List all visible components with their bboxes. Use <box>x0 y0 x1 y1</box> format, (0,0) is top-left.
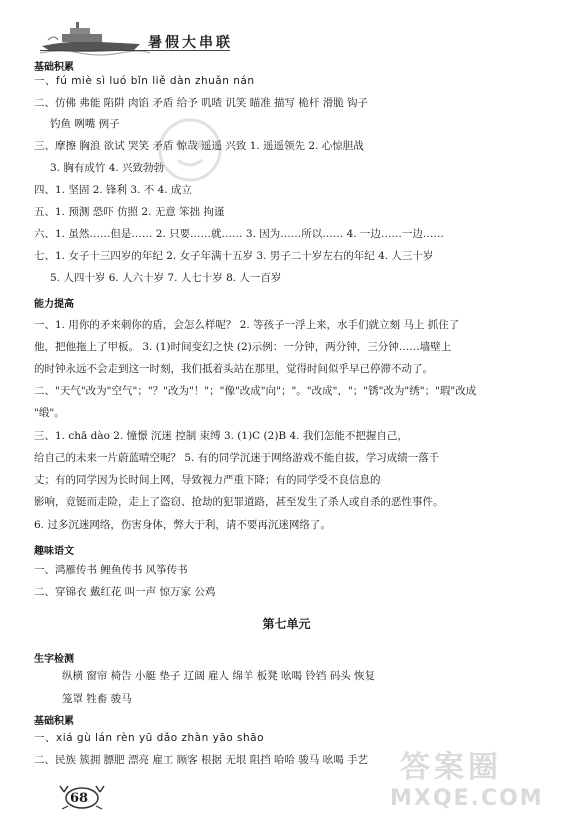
answer-line: 二、民族 簇拥 膘肥 漂亮 雇工 顾客 根据 无垠 阻挡 哈哈 骏马 吆喝 手艺 <box>34 754 369 766</box>
answer-line: 四、1. 坚固 2. 锋利 3. 不 4. 成立 <box>34 184 192 196</box>
section-heading-quwei: 趣味语文 <box>34 546 74 557</box>
page-number: 68 <box>70 791 89 806</box>
answer-line: 给自己的未来一片蔚蓝晴空呢？ 5. 有的同学沉迷于网络游戏不能自拔，学习成绩一落千 <box>34 452 440 464</box>
answer-line: 3. 胸有成竹 4. 兴致勃勃 <box>50 162 165 174</box>
answer-line: 5. 人四十岁 6. 人六十岁 7. 人七十岁 8. 人一百岁 <box>50 272 282 284</box>
section-heading-shengzi: 生字检测 <box>34 654 74 665</box>
answer-line: 他，把他拖上了甲板。 3. (1)时间变幻之快 (2)示例：一分钟，两分钟，三分钟……墙壁上 <box>34 341 452 353</box>
answer-line: 一、fú miè sì luó bǐn liě dàn zhuǎn nán <box>34 75 255 87</box>
answer-line: 二、穿锦衣 戴红花 叫一声 惊万家 公鸡 <box>34 586 216 598</box>
answer-line: 六、1. 虽然……但是…… 2. 只要……就…… 3. 因为……所以…… 4. 一边……一边…… <box>34 228 444 240</box>
header-banner <box>40 20 235 60</box>
section-heading-jichu: 基础积累 <box>34 716 74 727</box>
watermark-text: 答案圈 <box>400 750 502 785</box>
section-heading-nengli: 能力提高 <box>34 299 74 310</box>
answer-line: 五、1. 预测 恐吓 仿照 2. 无意 笨拙 拘谨 <box>34 206 225 218</box>
answer-line: 一、xiá gù lán rèn yū dǎo zhàn yāo shāo <box>34 732 264 744</box>
answer-line: 二、仿佛 弗能 陷阱 肉馅 矛盾 给予 叽喳 讥笑 瞄准 描写 桅杆 滑脆 钩子 <box>34 97 369 109</box>
answer-line: 笼罩 牲畜 骏马 <box>62 693 132 705</box>
answer-line: "缎"。 <box>34 407 65 419</box>
answer-line: 三、1. chā dào 2. 憧憬 沉迷 控制 束缚 3. (1)C (2)B 4. 我们怎能不把握自己， <box>34 430 408 442</box>
answer-line: 的时钟永远不会走到这一时刻，我们抵着头站在那里，觉得时间似乎早已停滞不动了。 <box>34 363 433 375</box>
answer-line: 丈；有的同学因为长时间上网，导致视力严重下降；有的同学受不良信息的 <box>34 474 381 486</box>
header-divider <box>40 50 230 51</box>
answer-line: 钓鱼 咧嘴 例子 <box>50 118 120 130</box>
answer-line: 二、"天气"改为"空气"；"？"改为"！"；"像"改成"向"；"。"改成"，"；"锈"改为"绣"；"瑕"改成 <box>34 385 477 397</box>
unit-title: 第七单元 <box>262 617 311 631</box>
section-heading-jichu: 基础积累 <box>34 62 74 73</box>
answer-line: 一、鸿雁传书 鲤鱼传书 风筝传书 <box>34 564 188 576</box>
answer-line: 纵横 窗帘 椅告 小艇 垫子 辽阔 雇人 绵羊 板凳 吆喝 铃铛 码头 恢复 <box>62 670 376 682</box>
header-title: 暑假大串联 <box>148 35 233 51</box>
answer-line: 影响，竟铤而走险，走上了盗窃、抢劫的犯罪道路，甚至发生了杀人或自杀的恶性事件。 <box>34 496 444 508</box>
answer-line: 三、摩擦 胸浪 欲试 哭笑 矛盾 惊哉 遥遥 兴致 1. 遥遥领先 2. 心惊胆战 <box>34 140 364 152</box>
watermark-url: MXQE.COM <box>390 786 544 811</box>
answer-line: 6. 过多沉迷网络，伤害身体，弊大于利，请不要再沉迷网络了。 <box>34 519 331 531</box>
answer-line: 一、1. 用你的矛来刺你的盾，会怎么样呢？ 2. 等孩子一浮上来，水手们就立刻 马上 抓住了 <box>34 319 460 331</box>
answer-line: 七、1. 女子十三四岁的年纪 2. 女子年满十五岁 3. 男子二十岁左右的年纪 4. 人三十岁 <box>34 250 434 262</box>
